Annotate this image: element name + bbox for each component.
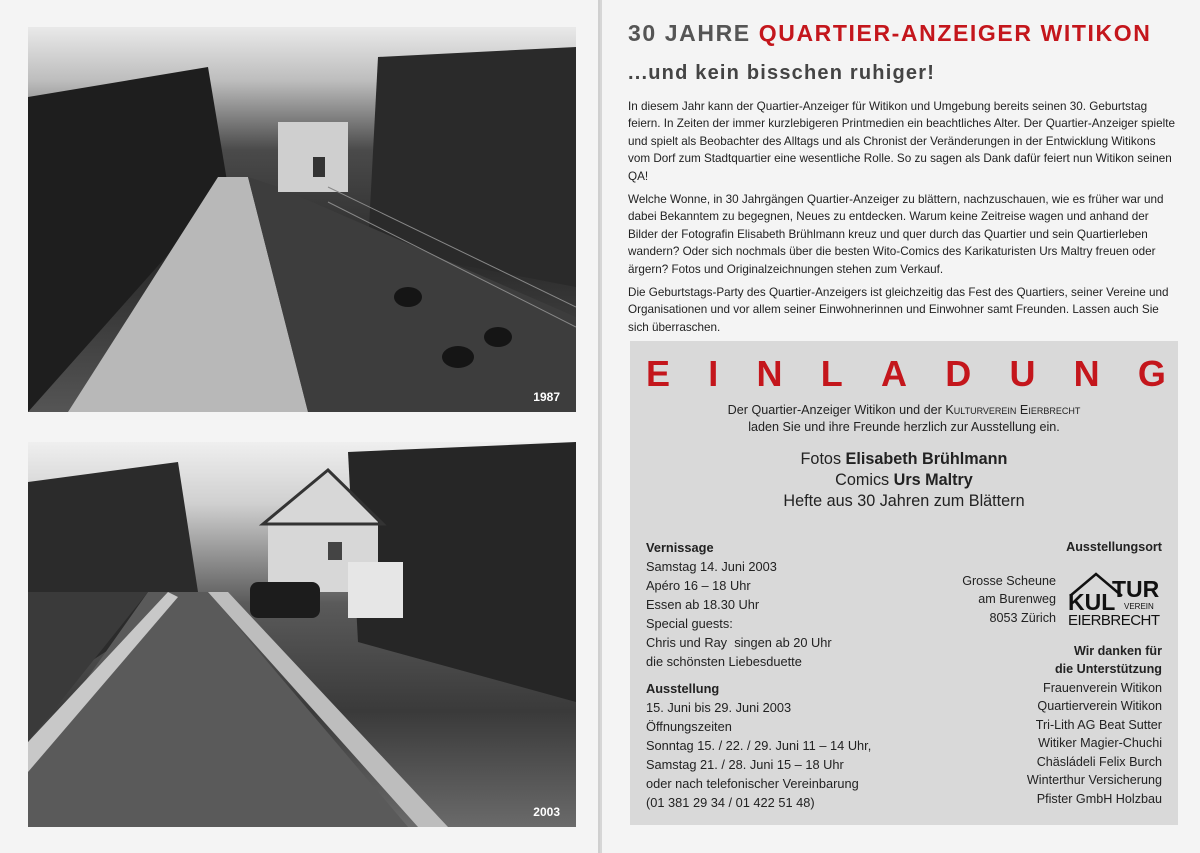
heading-letter: U: [1009, 353, 1036, 394]
heading-letter: A: [880, 353, 907, 394]
exhibition-highlights: [630, 449, 1178, 512]
invitation-line-2: laden Sie und ihre Freunde herzlich zur Ausstellung ein.: [748, 420, 1060, 434]
vernissage-line: Chris und Ray singen ab 20 Uhr: [646, 635, 832, 650]
heading-letter: G: [1137, 353, 1166, 394]
photo-1987-path-with-chickens: [28, 27, 576, 412]
ausstellung-line: 15. Juni bis 29. Juni 2003: [646, 700, 792, 715]
ort-heading: Ausstellungsort: [1066, 540, 1162, 554]
cartoonist-name: Urs Maltry: [893, 471, 973, 489]
photo-1987-illustration: [28, 27, 576, 412]
intro-paragraph-2: Welche Wonne, in 30 Jahrgängen Quartier-Anzeiger zu blättern, nachzuschauen, wie es früher war und dabei Bekanntem zu begegnen, Neues zu entdecken. Warum keine Zeitreise wagen und anhand der Bilder der Fotografin Elisabeth Brühlmann kreuz und quer durch das Quartier und sein Quartierleben wandern? Oder sich nochmals über die besten Wito-Comics des Karikaturisten Urs Maltry freuen oder ärgern? Fotos und Originalzeichnungen stehen zum Verkauf.: [628, 193, 1164, 276]
address-line: am Burenweg: [978, 592, 1056, 606]
sponsor-item: Pfister GmbH Holzbau: [1036, 791, 1162, 806]
logo-tur: TUR: [1112, 575, 1160, 602]
title-prefix: 30 JAHRE: [628, 20, 751, 46]
address-line: 8053 Zürich: [989, 610, 1056, 625]
photographer-name: Elisabeth Brühlmann: [845, 450, 1008, 468]
logo-eierbrecht: EIERBRECHT: [1068, 611, 1160, 629]
kulturverein-logo: [1066, 570, 1162, 630]
address-line: Grosse Scheune: [962, 573, 1056, 588]
photo-year-label: 2003: [533, 805, 560, 819]
photo-year-label: 1987: [533, 390, 560, 404]
photo-2003-illustration: [28, 442, 576, 827]
sponsor-item: Chäsládeli Felix Burch: [1036, 754, 1162, 769]
logo-verein: VEREIN: [1124, 601, 1154, 611]
heading-letter: I: [708, 353, 719, 394]
venue-and-sponsors: [922, 538, 1162, 808]
vernissage-line: Apéro 16 – 18 Uhr: [646, 578, 751, 593]
kulturverein-name: Kulturverein Eierbrecht: [945, 403, 1081, 417]
venue-address: [962, 572, 1056, 628]
heading-letter: D: [945, 353, 972, 394]
invitation-line-1-text: Der Quartier-Anzeiger Witikon und der: [727, 403, 942, 417]
title-main: QUARTIER-ANZEIGER WITIKON: [758, 20, 1152, 46]
vernissage-line: Samstag 14. Juni 2003: [646, 559, 777, 574]
intro-text: [628, 98, 1180, 342]
vernissage-line: die schönsten Liebesduette: [646, 654, 802, 669]
thanks-heading-1: Wir danken für: [1073, 643, 1162, 658]
page-subtitle: ...und kein bisschen ruhiger!: [628, 62, 936, 84]
invitation-box: [630, 341, 1178, 825]
vernissage-line: Essen ab 18.30 Uhr: [646, 597, 760, 612]
sponsor-item: Quartierverein Witikon: [1037, 699, 1162, 713]
sponsor-item: Witiker Magier-Chuchi: [1038, 736, 1162, 750]
hefte-line: Hefte aus 30 Jahren zum Blättern: [783, 492, 1025, 510]
sponsors: [922, 642, 1162, 809]
event-details: [646, 538, 926, 812]
heading-letter: E: [646, 353, 671, 394]
logo-kul: KUL: [1068, 588, 1116, 615]
ausstellung-heading: Ausstellung: [646, 681, 720, 696]
heading-letter: N: [1073, 353, 1100, 394]
invitation-line-1: [630, 402, 1178, 419]
sponsor-item: Tri-Lith AG Beat Sutter: [1035, 717, 1162, 732]
photo-2003-road-with-house: [28, 442, 576, 827]
comics-label: Comics: [835, 471, 890, 489]
venue-block: [922, 570, 1162, 640]
invitation-intro: [630, 402, 1178, 436]
sponsor-item: Winterthur Versicherung: [1026, 773, 1162, 787]
vernissage-heading: Vernissage: [646, 540, 714, 555]
heading-letter: L: [820, 353, 843, 394]
page-title: [628, 20, 1151, 47]
sponsor-item: Frauenverein Witikon: [1043, 680, 1162, 695]
intro-paragraph-1: In diesem Jahr kann der Quartier-Anzeiger für Witikon und Umgebung bereits seinen 30. Geburtstag feiern. In Zeiten der immer kurzlebigeren Printmedien ein beachtliches Alter. Der Quartier-Anzeiger spielte und spielt als Beobachter des Alltags und als Chronist der Veränderungen in der Entwicklung Witikons vom Dorf zum Stadtquartier eine wesentliche Rolle. So zu sagen als Dank dafür feiert nun Witikon seinen QA!: [628, 100, 1175, 183]
thanks-heading-2: die Unterstützung: [1054, 662, 1162, 676]
invitation-heading: [646, 353, 1166, 395]
ausstellung-line: Samstag 21. / 28. Juni 15 – 18 Uhr: [646, 757, 844, 772]
ausstellung-line: Sonntag 15. / 22. / 29. Juni 11 – 14 Uhr,: [646, 738, 872, 753]
ausstellung-line: (01 381 29 34 / 01 422 51 48): [646, 795, 815, 810]
vernissage-line: Special guests:: [646, 616, 733, 631]
comics-line: [630, 470, 1178, 491]
fotos-line: [630, 449, 1178, 470]
intro-paragraph-3: Die Geburtstags-Party des Quartier-Anzeigers ist gleichzeitig das Fest des Quartiers, seiner Vereine und Organisationen und vor allem seiner Einwohnerinnen und Einwohner samt Freunden. Lassen auch Sie sich überraschen.: [628, 286, 1169, 334]
ausstellung-line: Öffnungszeiten: [646, 719, 732, 734]
fotos-label: Fotos: [800, 450, 842, 468]
ausstellung-line: oder nach telefonischer Vereinbarung: [646, 776, 859, 791]
heading-letter: N: [756, 353, 783, 394]
